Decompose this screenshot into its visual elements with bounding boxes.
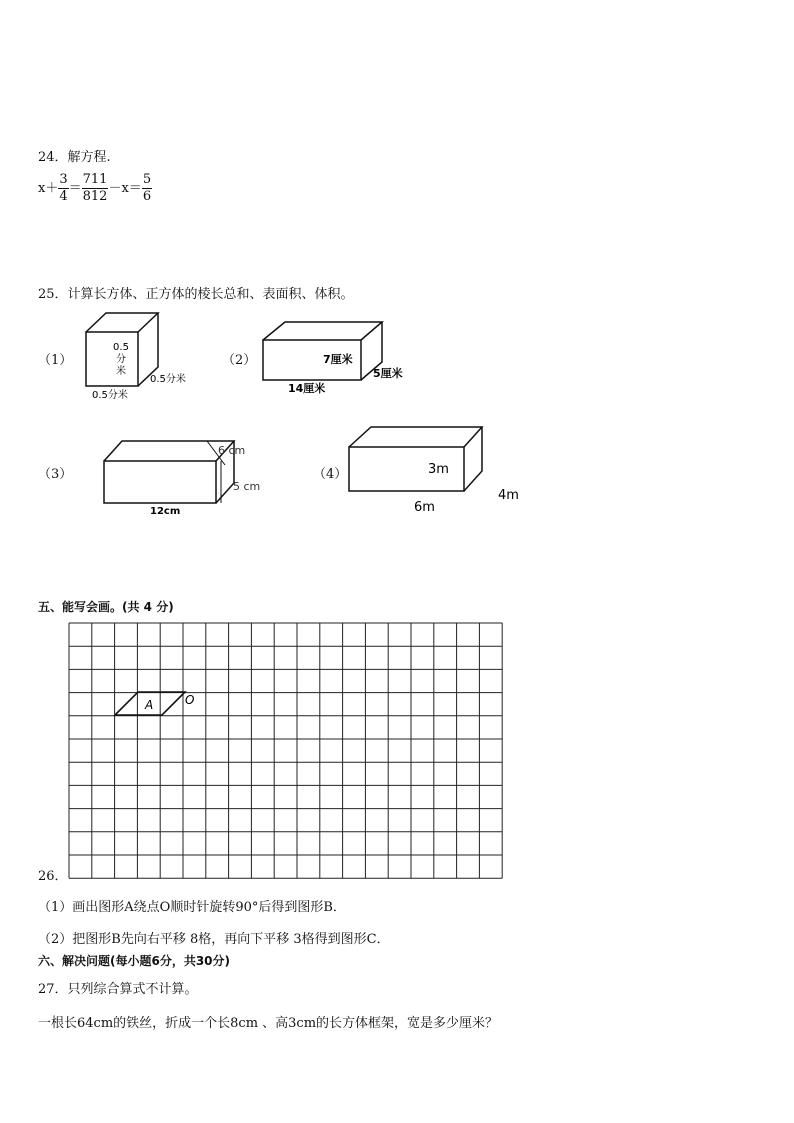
cuboid4-width-label: 4m <box>498 488 519 503</box>
cuboid-figure-2 <box>255 315 420 397</box>
cuboid2-height-label: 7厘米 <box>323 353 353 366</box>
q24-title: 24．解方程. <box>38 150 111 165</box>
eq-minus-x: －x＝ <box>108 181 142 196</box>
cuboid3-height-label: 5 cm <box>233 480 261 493</box>
fraction-3-4: $\frac{3}{4}$ <box>59 172 68 204</box>
q25-item2-index: （2） <box>222 353 257 368</box>
section5-title: 五、能写会画。(共 4 分) <box>38 600 174 614</box>
cuboid-figure-4 <box>340 420 535 520</box>
grid-lines <box>69 623 502 878</box>
q24-equation <box>38 172 152 205</box>
cuboid4-height-label: 3m <box>428 462 449 477</box>
cuboid3-length-label: 12cm <box>150 506 181 517</box>
eq-x-plus: x＋ <box>38 181 59 196</box>
q27-body: 一根长64cm的铁丝，折成一个长8cm 、高3cm的长方体框架，宽是多少厘米？ <box>38 1016 499 1031</box>
cube-depth-label: 0.5分米 <box>150 374 186 385</box>
cube-height-label-line2: 分 <box>116 354 126 365</box>
q26-sub2: （2）把图形B先向右平移 8格，再向下平移 3格得到图形C． <box>38 932 390 947</box>
drawing-grid <box>66 620 506 882</box>
shape-a-label: A <box>145 698 154 712</box>
cube-height-label-line1: 0.5 <box>113 342 129 353</box>
q26-sub1: （1）画出图形A绕点O顺时针旋转90°后得到图形B． <box>38 900 346 915</box>
cuboid-figure-3 <box>95 430 270 518</box>
cuboid3-width-label: 6 cm <box>218 444 246 457</box>
cube-width-label: 0.5分米 <box>92 390 128 400</box>
cube-figure-1 <box>78 305 203 400</box>
q25-item3-index: （3） <box>38 467 73 482</box>
q26-number: 26． <box>38 869 68 884</box>
cuboid2-depth-label: 5厘米 <box>373 367 403 380</box>
q25-item4-index: （4） <box>313 467 348 482</box>
cuboid2-length-label: 14厘米 <box>288 382 326 395</box>
q27-title: 27．只列综合算式不计算。 <box>38 982 198 997</box>
fraction-5-6: $\frac{5}{6}$ <box>142 172 152 204</box>
eq-equals: ＝ <box>68 181 82 196</box>
cube-height-label-line3: 米 <box>116 366 126 377</box>
section6-title: 六、解决问题(每小题6分，共30分) <box>38 954 231 968</box>
q25-title: 25．计算长方体、正方体的棱长总和、表面积、体积。 <box>38 287 354 302</box>
cuboid4-length-label: 6m <box>414 500 435 515</box>
point-o-label: O <box>185 693 195 707</box>
fraction-711-812: $\frac{711}{812}$ <box>82 172 108 204</box>
q25-item1-index: （1） <box>38 353 73 368</box>
